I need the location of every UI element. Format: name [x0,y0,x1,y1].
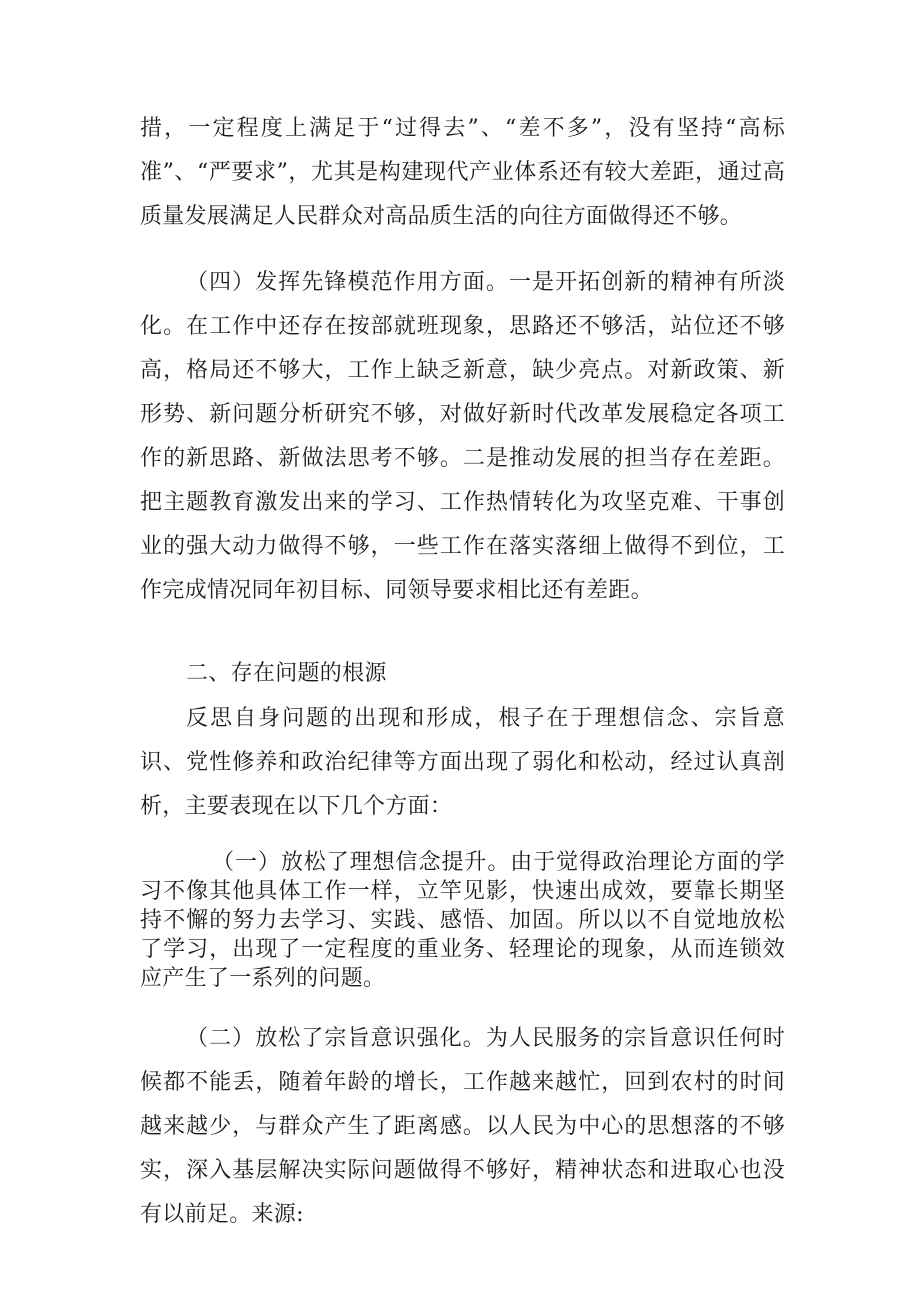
paragraph-root-causes-intro: 反思自身问题的出现和形成，根子在于理想信念、宗旨意识、党性修养和政治纪律等方面出现了弱化和松动，经过认真剖析，主要表现在以下几个方面： [140,706,785,819]
paragraph-continuation: 措，一定程度上满足于“过得去”、“差不多”，没有坚持“高标准”、“严要求”，尤其是构建现代产业体系还有较大差距，通过高质量发展满足人民群众对高品质生活的向往方面做得还不够。 [140,116,785,229]
paragraph-pioneer-role: （四）发挥先锋模范作用方面。一是开拓创新的精神有所淡化。在工作中还存在按部就班现象，思路还不够活，站位还不够高，格局还不够大，工作上缺乏新意，缺少亮点。对新政策、新形势、新问题分析研究不够，对做好新时代改革发展稳定各项工作的新思路、新做法思考不够。二是推动发展的担当存在差距。把主题教育激发出来的学习、工作热情转化为攻坚克难、干事创业的强大动力做得不够，一些工作在落实落细上做得不到位，工作完成情况同年初目标、同领导要求相比还有差距。 [140,270,785,603]
paragraph-ideals-beliefs: （一）放松了理想信念提升。由于觉得政治理论方面的学习不像其他具体工作一样，立竿见影，快速出成效，要靠长期坚持不懈的努力去学习、实践、感悟、加固。所以以不自觉地放松了学习，出现了一定程度的重业务、轻理论的现象，从而连锁效应产生了一系列的问题。 [140,850,785,991]
paragraph-purpose-awareness: （二）放松了宗旨意识强化。为人民服务的宗旨意识任何时候都不能丢，随着年龄的增长，工作越来越忙，回到农村的时间越来越少，与群众产生了距离感。以人民为中心的思想落的不够实，深入基层解决实际问题做得不够好，精神状态和进取心也没有以前足。来源: [140,1026,785,1227]
section-heading: 二、存在问题的根源 [186,661,387,686]
